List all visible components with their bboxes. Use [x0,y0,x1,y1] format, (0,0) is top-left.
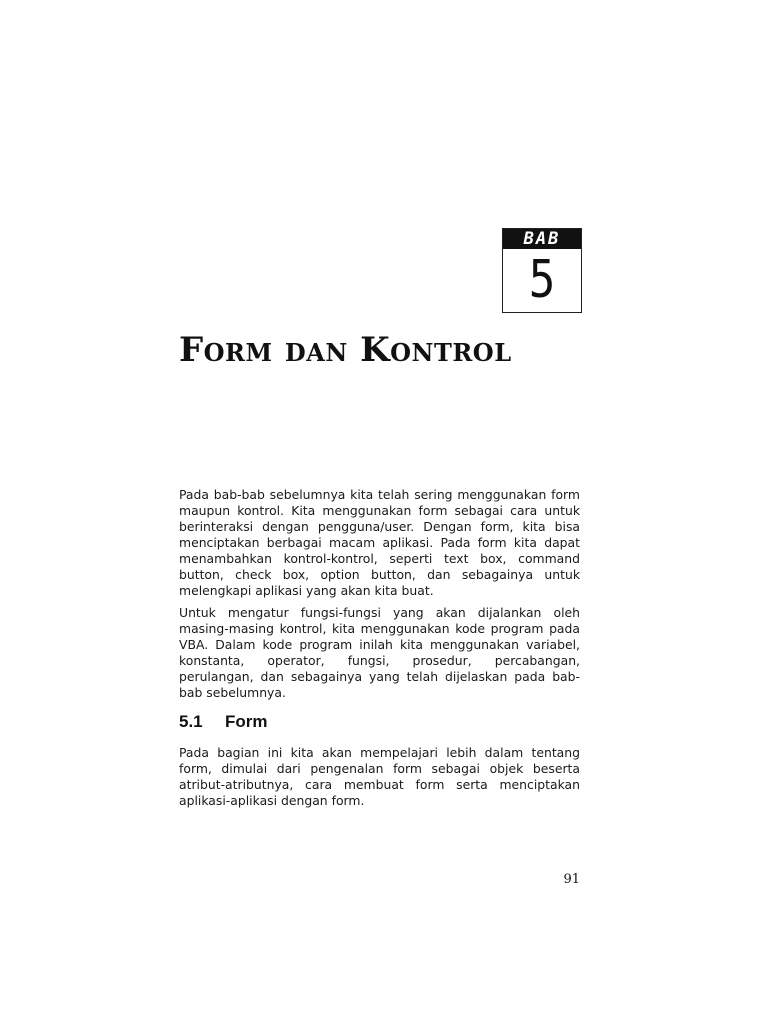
page-number: 91 [563,872,580,887]
section-text [179,745,580,815]
section-number: 5.1 [179,712,203,731]
chapter-number: 5 [528,250,556,310]
intro-paragraph-2: Untuk mengatur fungsi-fungsi yang akan dijalankan oleh masing-masing kontrol, kita menggunakan kode program pada VBA. Dalam kode program inilah kita menggunakan variabel, konstanta, operator, fungsi, prosedur, percabangan, perulangan, dan sebagainya yang telah dijelaskan pada bab-bab sebelumnya. [179,605,580,700]
chapter-label: BAB [503,229,581,249]
section-paragraph: Pada bagian ini kita akan mempelajari lebih dalam tentang form, dimulai dari pengenalan form sebagai objek beserta atribut-atributnya, cara membuat form serta menciptakan aplikasi-aplikasi dengan form. [179,745,580,808]
chapter-title: Form dan Kontrol [179,330,512,370]
section-title: Form [225,712,268,731]
intro-paragraph-1: Pada bab-bab sebelumnya kita telah sering menggunakan form maupun kontrol. Kita menggunakan form sebagai cara untuk berinteraksi dengan pengguna/user. Dengan form, kita bisa menciptakan berbagai macam aplikasi. Pada form kita dapat menambahkan kontrol-kontrol, seperti text box, command button, check box, option button, dan sebagainya untuk melengkapi aplikasi yang akan kita buat. [179,487,580,598]
chapter-badge [502,228,582,313]
intro-text [179,487,580,707]
section-heading [179,712,268,732]
